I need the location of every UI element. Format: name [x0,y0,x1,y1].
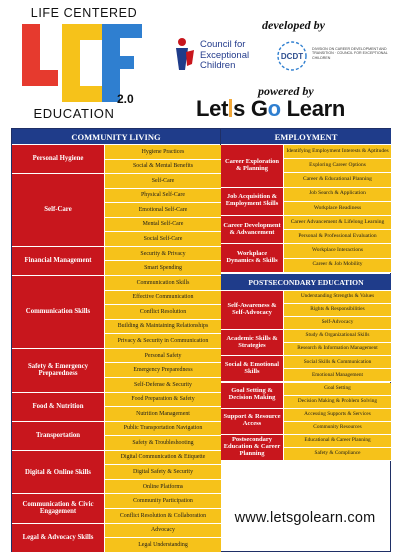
category-support-resource-access: Support & Resource Access [221,409,283,435]
skill-emergency-preparedness: Emergency Preparedness [104,363,221,378]
skill-research-information-management: Research & Information Management [283,343,391,356]
skill-self-defense-security: Self-Defense & Security [104,378,221,393]
category-food-nutrition: Food & Nutrition [12,393,104,422]
developed-by-label: developed by [262,18,325,32]
category-postsecondary-education-career-planning: Postsecondary Education & Career Planning [221,435,283,461]
skill-communication-skills: Communication Skills [104,276,221,291]
cec-name: Council for Exceptional Children [200,39,250,71]
skill-self-care: Self-Care [104,174,221,189]
skill-goal-setting: Goal Setting [283,383,391,396]
skill-identifying-employment-interests-aptitudes: Identifying Employment Interests & Aptitudes [283,145,391,159]
skill-self-advocacy: Self-Advocacy [283,317,391,330]
skill-digital-communication-etiquette: Digital Communication & Etiquette [104,451,221,466]
category-personal-hygiene: Personal Hygiene [12,145,104,174]
letsgolearn-logo: Let s Go Learn [196,96,346,121]
category-goal-setting-decision-making: Goal Setting & Decision Making [221,383,283,409]
skill-social-mental-benefits: Social & Mental Benefits [104,160,221,175]
employment-postsecondary-column [221,129,391,551]
skill-physical-self-care: Physical Self-Care [104,189,221,204]
category-financial-management: Financial Management [12,247,104,276]
skill-community-participation: Community Participation [104,494,221,509]
category-workplace-dynamics-skills: Workplace Dynamics & Skills [221,244,283,272]
skill-workplace-readiness: Workplace Readiness [283,202,391,216]
postsecondary-education-header: POSTSECONDARY EDUCATION [221,274,391,291]
skill-career-job-mobility: Career & Job Mobility [283,259,391,273]
skill-educational-career-planning: Educational & Career Planning [283,435,391,448]
lce-title-bottom: EDUCATION [33,106,115,121]
skill-social-self-care: Social Self-Care [104,232,221,247]
skill-public-transportation-navigation: Public Transportation Navigation [104,422,221,437]
community-living-header: COMMUNITY LIVING [12,129,220,145]
skill-food-preparation-safety: Food Preparation & Safety [104,393,221,408]
skill-rights-responsibilities: Rights & Responsibilities [283,304,391,317]
skill-career-educational-planning: Career & Educational Planning [283,173,391,187]
skill-decision-making-problem-solving: Decision Making & Problem Solving [283,396,391,409]
skill-personal-professional-evaluation: Personal & Professional Evaluation [283,230,391,244]
skill-social-skills-communication: Social Skills & Communication [283,356,391,369]
skill-safety-compliance: Safety & Compliance [283,448,391,461]
skill-nutrition-management: Nutrition Management [104,407,221,422]
skill-mental-self-care: Mental Self-Care [104,218,221,233]
category-academic-skills-strategies: Academic Skills & Strategies [221,330,283,356]
skill-conflict-resolution-collaboration: Conflict Resolution & Collaboration [104,509,221,524]
skill-digital-safety-security: Digital Safety & Security [104,465,221,480]
category-career-exploration-planning: Career Exploration & Planning [221,145,283,188]
category-career-development-advancement: Career Development & Advancement [221,216,283,244]
skill-career-advancement-lifelong-learning: Career Advancement & Lifelong Learning [283,216,391,230]
category-digital-online-skills: Digital & Online Skills [12,451,104,495]
category-communication-skills: Communication Skills [12,276,104,349]
category-safety-emergency-preparedness: Safety & Emergency Preparedness [12,349,104,393]
skill-community-resources: Community Resources [283,422,391,435]
skill-personal-safety: Personal Safety [104,349,221,364]
skill-building-maintaining-relationships: Building & Maintaining Relationships [104,320,221,335]
skill-job-search-application: Job Search & Application [283,188,391,202]
skill-effective-communication: Effective Communication [104,291,221,306]
skill-online-platforms: Online Platforms [104,480,221,495]
skills-chart [11,128,391,552]
employment-header: EMPLOYMENT [221,129,391,145]
category-transportation: Transportation [12,422,104,451]
skill-safety-troubleshooting: Safety & Troubleshooting [104,436,221,451]
dcdt-name: DIVISION ON CAREER DEVELOPMENT AND TRANSITION · COUNCIL FOR EXCEPTIONAL CHILDREN [312,47,388,60]
skill-exploring-career-options: Exploring Career Options [283,159,391,173]
website-url[interactable]: www.letsgolearn.com [234,510,376,526]
category-communication-civic-engagement: Communication & Civic Engagement [12,494,104,523]
community-living-column [12,129,221,551]
dcdt-acronym: DCDT [280,52,304,61]
skill-legal-understanding: Legal Understanding [104,538,221,553]
skill-study-organizational-skills: Study & Organizational Skills [283,330,391,343]
skill-emotional-management: Emotional Management [283,369,391,382]
category-self-awareness-self-advocacy: Self-Awareness & Self-Advocacy [221,291,283,330]
skill-workplace-interactions: Workplace Interactions [283,244,391,258]
category-social-emotional-skills: Social & Emotional Skills [221,356,283,382]
lce-title-top: LIFE CENTERED [30,6,138,20]
powered-by-label: powered by [258,84,314,98]
skill-smart-spending: Smart Spending [104,261,221,276]
skill-accessing-supports-services: Accessing Supports & Services [283,409,391,422]
skill-security-privacy: Security & Privacy [104,247,221,262]
skill-understanding-strengths-values: Understanding Strengths & Values [283,291,391,304]
skill-hygiene-practices: Hygiene Practices [104,145,221,160]
skill-privacy-security-in-communication: Privacy & Security in Communication [104,334,221,349]
category-self-care: Self-Care [12,174,104,247]
lce-version: 2.0 [117,92,134,106]
skill-advocacy: Advocacy [104,524,221,539]
skill-emotional-self-care: Emotional Self-Care [104,203,221,218]
skill-conflict-resolution: Conflict Resolution [104,305,221,320]
category-legal-advocacy-skills: Legal & Advocacy Skills [12,524,104,553]
category-job-acquisition-employment-skills: Job Acquisition & Employment Skills [221,188,283,216]
